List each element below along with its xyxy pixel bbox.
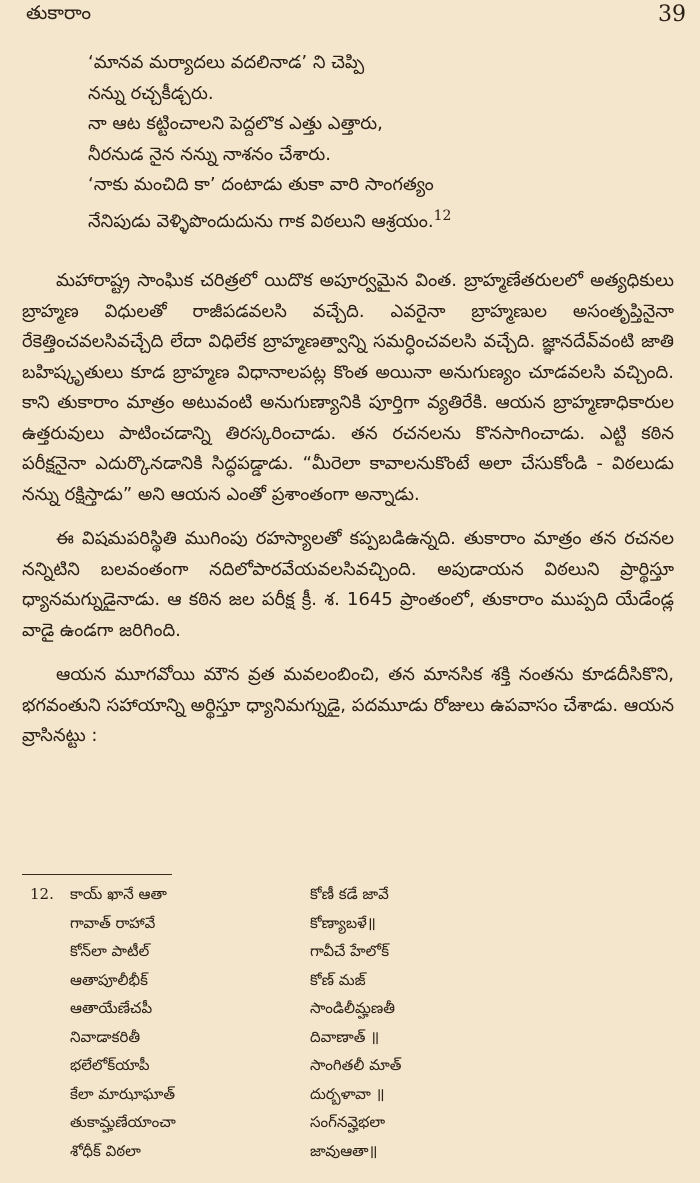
footnote-reference: 12	[433, 207, 452, 224]
footnote-verse-left: భలేలోక్‌యాపీ	[70, 1056, 150, 1074]
footnote-number: 12.	[30, 885, 54, 903]
poem-line-text: నేనిపుడు వెళ్ళిపొందుదును గాక విఠలుని ఆశ్రయం.	[88, 210, 434, 232]
footnote-row	[30, 1023, 650, 1052]
body-text	[22, 266, 674, 766]
footnote-divider	[22, 874, 172, 875]
footnote-verse-right: గావీచే హేలోక్	[310, 942, 390, 960]
footnote-verse-left: కాయ్ ఖానే ఆతా	[70, 885, 167, 903]
footnote-row	[30, 1051, 650, 1080]
footnote-row	[30, 1080, 650, 1109]
paragraph: మహారాష్ట్ర సాంఘిక చరిత్రలో యిదొక అపూర్వమైన వింత. బ్రాహ్మణేతరులలో అత్యధికులు బ్రాహ్మణ విధులతో రాజీపడవలసి వచ్చేది. ఎవరైనా బ్రాహ్మణుల అసంతృప్తినైనా రేకెత్తించవలసివచ్చేది లేదా విధిలేక బ్రాహ్మణత్వాన్ని సమర్ధించవలసి వచ్చేది. జ్ఞానదేవ్‌వంటి జాతి బహిష్కృతులు కూడ బ్రాహ్మణ విధానాలపట్ల కొంత అయినా అనుగుణ్యం చూడవలసి వచ్చింది. కాని తుకారాం మాత్రం అటువంటి అనుగుణ్యానికి పూర్తిగా వ్యతిరేకి. ఆయన బ్రాహ్మణాధికారుల ఉత్తరువులు పాటించడాన్ని తిరస్కరించాడు. తన రచనలను కొనసాగించాడు. ఎట్టి కఠిన పరీక్షనైనా ఎదుర్కొనడానికి సిద్ధపడ్డాడు. “మీరెలా కావాలనుకొంటే అలా చేసుకోండి - విఠలుడు నన్ను రక్షిస్తాడు” అని ఆయన ఎంతో ప్రశాంతంగా అన్నాడు.	[22, 270, 674, 505]
footnote-verse-left: నివాడాకరితీ	[70, 1027, 141, 1046]
poem-line-last	[88, 201, 678, 238]
footnote-verse-left: ఆతాపూలీభీక్	[70, 970, 148, 989]
footnote-verse-left: శోధీక్ విఠలా	[70, 1141, 141, 1160]
footnote-verse-left: గావాత్ రాహావే	[70, 913, 156, 932]
footnote-row	[30, 937, 650, 966]
poem-line: నీరనుడ నైన నన్ను నాశనం చేశారు.	[88, 143, 331, 165]
footnote-verse-left: ఆతాయేణేచపీ	[70, 999, 153, 1017]
footnote-row	[30, 1108, 650, 1137]
poem-block	[88, 48, 678, 237]
footnote-row	[30, 966, 650, 995]
footnote-row	[30, 994, 650, 1023]
footnote-block	[30, 880, 650, 1165]
footnote-verse-right: కోణ్యాబళే॥	[310, 913, 376, 932]
footnote-row	[30, 880, 650, 909]
poem-line: ‘మానవ మర్యాదలు వదలినాడ’ ని చెప్పి	[88, 52, 365, 73]
footnote-verse-right: సాండిలీమ్హణతీ	[310, 999, 395, 1017]
footnote-row	[30, 1137, 650, 1166]
footnote-verse-left: కేలా మాఝాఘాత్	[70, 1084, 175, 1103]
footnote-verse-right: కోణ్ మజ్	[310, 970, 366, 989]
footnote-row	[30, 909, 650, 938]
footnote-verse-right: జావుఆతా॥	[310, 1141, 378, 1160]
footnote-verse-left: తుకామ్హణేయాంచా	[70, 1113, 176, 1131]
poem-line: నన్ను రచ్చకీడ్చరు.	[88, 82, 214, 104]
footnote-verse-right: సాంగితలీ మాత్	[310, 1056, 402, 1074]
paragraph: ఆయన మూగవోయి మౌన వ్రత మవలంబించి, తన మానసిక శక్తి నంతను కూడదీసికొని, భగవంతుని సహాయాన్ని అర్థిస్తూ ధ్యానిమగ్నుడై, పదమూడు రోజులు ఉపవాసం చేశాడు. ఆయన వ్రాసినట్టు :	[22, 664, 674, 746]
footnote-verse-right: కోణీ కడే జావే	[310, 885, 389, 903]
poem-line: ‘నాకు మంచిది కా’ దంటాడు తుకా వారి సాంగత్యం	[88, 174, 434, 195]
running-title: తుకారాం	[26, 2, 92, 24]
footnote-verse-right: సంగ్‌నవ్హెభలా	[310, 1113, 386, 1131]
poem-line: నా ఆట కట్టించాలని పెద్దలొక ఎత్తు ఎత్తారు,	[88, 113, 383, 134]
footnote-verse-right: దుర్బళావా ॥	[310, 1084, 385, 1103]
page-number: 39	[658, 2, 686, 27]
footnote-verse-right: దివాణాత్ ॥	[310, 1027, 380, 1046]
footnote-verse-left: కోన్‌లా పాటీల్	[70, 942, 150, 960]
paragraph: ఈ విషమపరిస్థితి ముగింపు రహస్యాలతో కప్పబడిఉన్నది. తుకారాం మాత్రం తన రచనల నన్నిటిని బలవంతంగా నదిలోపారవేయవలసివచ్చింది. అపుడాయన విఠలుని ప్రార్థిస్తూ ధ్యానమగ్నుడైనాడు. ఆ కఠిన జల పరీక్ష క్రీ. శ. 1645 ప్రాంతంలో, తుకారాం ముప్పది యేడేండ్ల వాడై ఉండగా జరిగింది.	[22, 528, 674, 641]
